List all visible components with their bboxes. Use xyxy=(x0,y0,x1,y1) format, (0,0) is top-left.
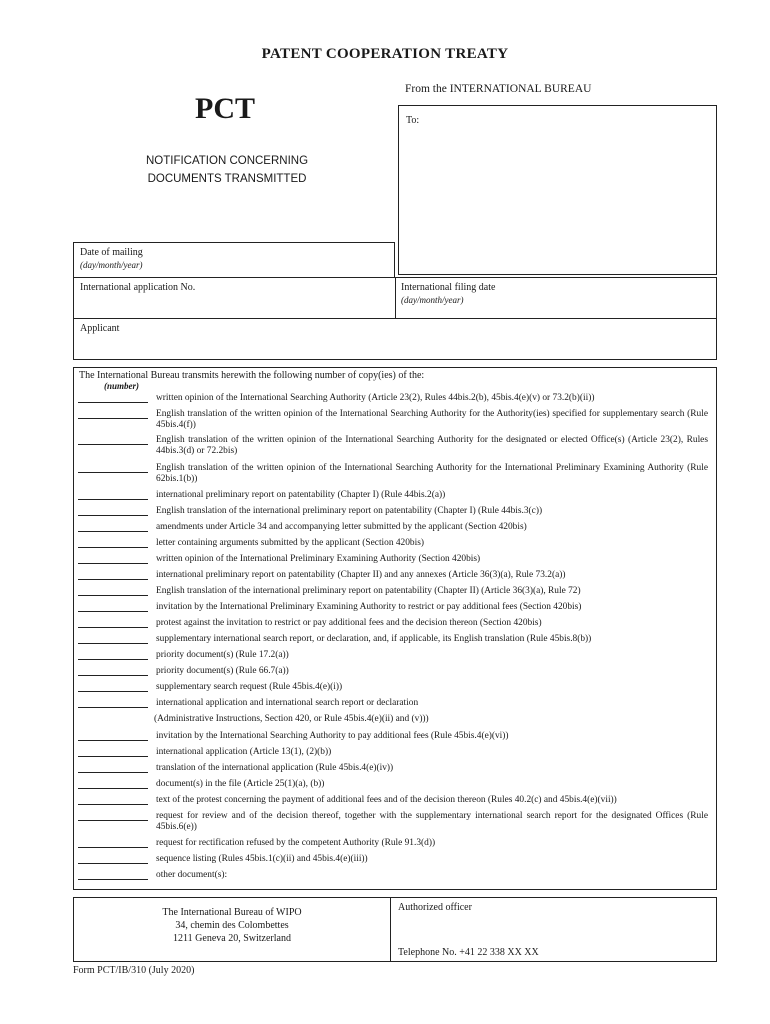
date-of-mailing-format: (day/month/year) xyxy=(80,260,143,270)
copies-count-blank[interactable] xyxy=(78,472,148,473)
date-of-mailing-label: Date of mailing xyxy=(80,247,143,258)
copies-count-blank[interactable] xyxy=(78,547,148,548)
application-info-row xyxy=(73,277,717,319)
copies-count-blank[interactable] xyxy=(78,627,148,628)
copies-count-blank[interactable] xyxy=(78,659,148,660)
recipient-box[interactable] xyxy=(398,105,717,275)
notification-line-1: NOTIFICATION CONCERNING xyxy=(145,155,309,167)
copies-count-blank[interactable] xyxy=(78,707,148,708)
copies-count-blank[interactable] xyxy=(78,563,148,564)
copies-count-blank[interactable] xyxy=(78,418,148,419)
divider xyxy=(395,278,396,318)
notification-line-2: DOCUMENTS TRANSMITTED xyxy=(147,173,307,185)
transmittal-intro: The International Bureau transmits herewith the following number of copy(ies) of the: xyxy=(79,370,425,381)
copies-count-blank[interactable] xyxy=(78,756,148,757)
copies-count-blank[interactable] xyxy=(78,879,148,880)
copies-count-blank[interactable] xyxy=(78,499,148,500)
copies-count-blank[interactable] xyxy=(78,595,148,596)
office-street: 34, chemin des Colombettes xyxy=(175,920,289,931)
copies-count-blank[interactable] xyxy=(78,691,148,692)
to-label: To: xyxy=(406,115,420,126)
copies-count-blank[interactable] xyxy=(78,402,148,403)
date-of-mailing-field[interactable] xyxy=(73,242,395,278)
copies-count-blank[interactable] xyxy=(78,531,148,532)
international-application-no-label: International application No. xyxy=(80,282,196,293)
copies-count-blank[interactable] xyxy=(78,579,148,580)
divider xyxy=(390,898,391,961)
copies-count-blank[interactable] xyxy=(78,863,148,864)
authorized-officer-label: Authorized officer xyxy=(398,902,472,913)
notification-title xyxy=(112,152,342,188)
copies-count-blank[interactable] xyxy=(78,804,148,805)
copies-count-blank[interactable] xyxy=(78,772,148,773)
copies-count-blank[interactable] xyxy=(78,515,148,516)
international-filing-date-label: International filing date xyxy=(401,282,496,293)
applicant-field[interactable] xyxy=(73,318,717,360)
office-city: 1211 Geneva 20, Switzerland xyxy=(173,933,291,944)
pct-logo: PCT xyxy=(195,92,255,125)
number-label: (number) xyxy=(104,381,140,391)
copies-count-blank[interactable] xyxy=(78,847,148,848)
copies-count-blank[interactable] xyxy=(78,643,148,644)
copies-count-blank[interactable] xyxy=(78,611,148,612)
copies-count-blank[interactable] xyxy=(78,444,148,445)
form-identifier: Form PCT/IB/310 (July 2020) xyxy=(73,965,195,976)
office-address xyxy=(74,906,390,945)
applicant-label: Applicant xyxy=(80,323,120,334)
copies-count-blank[interactable] xyxy=(78,820,148,821)
copies-count-blank[interactable] xyxy=(78,675,148,676)
office-name: The International Bureau of WIPO xyxy=(162,907,302,918)
copies-count-blank[interactable] xyxy=(78,788,148,789)
from-international-bureau: From the INTERNATIONAL BUREAU xyxy=(405,83,592,95)
copies-count-blank[interactable] xyxy=(78,740,148,741)
treaty-title: PATENT COOPERATION TREATY xyxy=(261,46,509,62)
filing-date-format: (day/month/year) xyxy=(401,295,464,305)
telephone-number: Telephone No. +41 22 338 XX XX xyxy=(398,947,539,958)
